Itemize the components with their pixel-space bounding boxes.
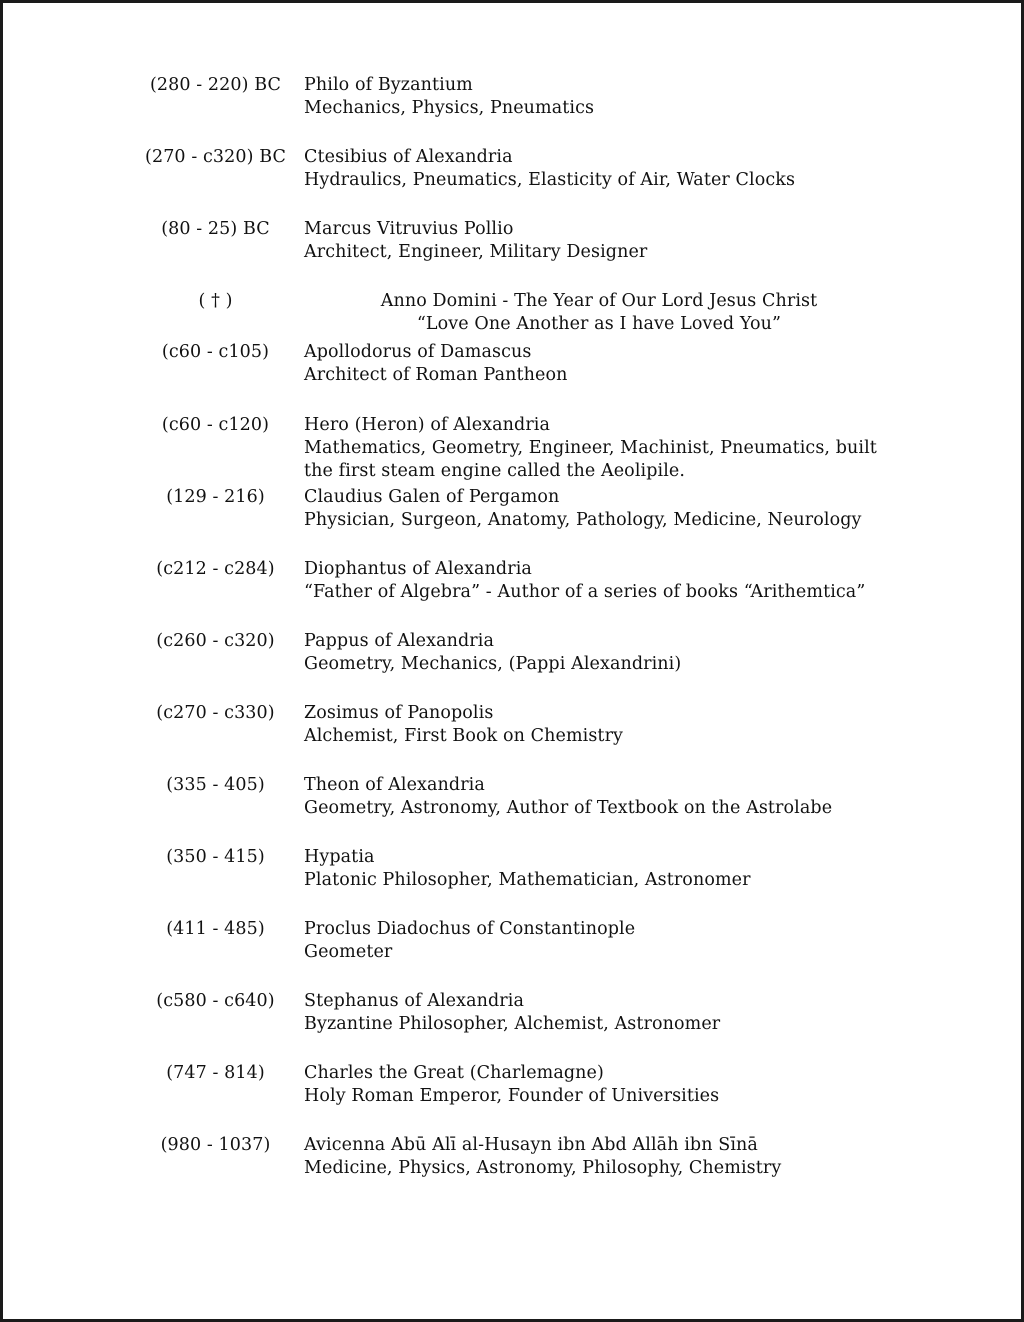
entry-description: Physician, Surgeon, Anatomy, Pathology, Medicine, Neurology <box>304 510 862 530</box>
entry-name: Theon of Alexandria <box>304 775 485 795</box>
entry-name: Marcus Vitruvius Pollio <box>304 219 514 239</box>
entry-date: (c270 - c330) <box>156 703 275 723</box>
entry-description: Hydraulics, Pneumatics, Elasticity of Air, Water Clocks <box>304 170 796 190</box>
entry-description: Geometry, Astronomy, Author of Textbook on the Astrolabe <box>304 798 833 818</box>
entry-description: the first steam engine called the Aeolipile. <box>304 461 686 481</box>
entry-text <box>304 630 904 676</box>
entry-date: (980 - 1037) <box>160 1135 271 1155</box>
entry-description: Medicine, Physics, Astronomy, Philosophy, Chemistry <box>304 1158 782 1178</box>
anno-domini-text <box>304 290 894 336</box>
entry-description: Alchemist, First Book on Chemistry <box>304 726 624 746</box>
entry-text <box>304 341 904 387</box>
entry-text <box>304 1134 904 1180</box>
entry-date: (280 - 220) BC <box>149 75 282 95</box>
entry-date: (747 - 814) <box>166 1063 265 1083</box>
entry-description: Mechanics, Physics, Pneumatics <box>304 98 595 118</box>
entry-date: (270 - c320) BC <box>145 147 286 167</box>
entry-description: “Father of Algebra” - Author of a series of books “Arithemtica” <box>304 582 866 602</box>
entry-text <box>304 1062 904 1108</box>
entry-text <box>304 558 904 604</box>
entry-name: Charles the Great (Charlemagne) <box>304 1063 604 1083</box>
entry-date: (c260 - c320) <box>156 631 275 651</box>
entry-date: (c212 - c284) <box>156 559 275 579</box>
entry-name: Philo of Byzantium <box>304 75 473 95</box>
entry-text <box>304 774 904 820</box>
entry-date: (350 - 415) <box>166 847 265 867</box>
entry-description: Mathematics, Geometry, Engineer, Machinist, Pneumatics, built <box>304 438 877 458</box>
entry-date: (c60 - c105) <box>161 342 270 362</box>
entry-name: Hero (Heron) of Alexandria <box>304 415 551 435</box>
entry-description: Geometer <box>304 942 393 962</box>
entry-description: Geometry, Mechanics, (Pappi Alexandrini) <box>304 654 682 674</box>
entry-description: Byzantine Philosopher, Alchemist, Astronomer <box>304 1014 721 1034</box>
entry-date: (c580 - c640) <box>156 991 275 1011</box>
entry-name: Avicenna Abū Alī al-Husayn ibn Abd Allāh ibn Sīnā <box>304 1135 758 1155</box>
anno-domini-title: Anno Domini - The Year of Our Lord Jesus Christ <box>380 291 818 311</box>
entry-date: (129 - 216) <box>166 487 265 507</box>
entry-name: Apollodorus of Damascus <box>304 342 532 362</box>
entry-text <box>304 74 904 120</box>
entry-name: Stephanus of Alexandria <box>304 991 525 1011</box>
entry-text <box>304 990 904 1036</box>
entry-text <box>304 846 904 892</box>
entry-text <box>304 414 904 483</box>
entry-date: (411 - 485) <box>166 919 265 939</box>
entry-description: Holy Roman Emperor, Founder of Universities <box>304 1086 720 1106</box>
anno-domini-quote: “Love One Another as I have Loved You” <box>416 314 782 334</box>
entry-name: Claudius Galen of Pergamon <box>304 487 560 507</box>
entry-text <box>304 218 904 264</box>
entry-text <box>304 146 904 192</box>
entry-date: (c60 - c120) <box>161 415 270 435</box>
entry-name: Zosimus of Panopolis <box>304 703 494 723</box>
cross-marker: ( † ) <box>198 291 233 311</box>
entry-name: Proclus Diadochus of Constantinople <box>304 919 636 939</box>
entry-name: Ctesibius of Alexandria <box>304 147 513 167</box>
entry-description: Platonic Philosopher, Mathematician, Astronomer <box>304 870 751 890</box>
entry-text <box>304 918 904 964</box>
entry-name: Diophantus of Alexandria <box>304 559 532 579</box>
entry-text <box>304 702 904 748</box>
entry-description: Architect, Engineer, Military Designer <box>304 242 648 262</box>
entry-date: (335 - 405) <box>166 775 265 795</box>
entry-date: (80 - 25) BC <box>161 219 270 239</box>
entry-name: Pappus of Alexandria <box>304 631 494 651</box>
entry-name: Hypatia <box>304 847 375 867</box>
entry-text <box>304 486 904 532</box>
entry-description: Architect of Roman Pantheon <box>304 365 568 385</box>
